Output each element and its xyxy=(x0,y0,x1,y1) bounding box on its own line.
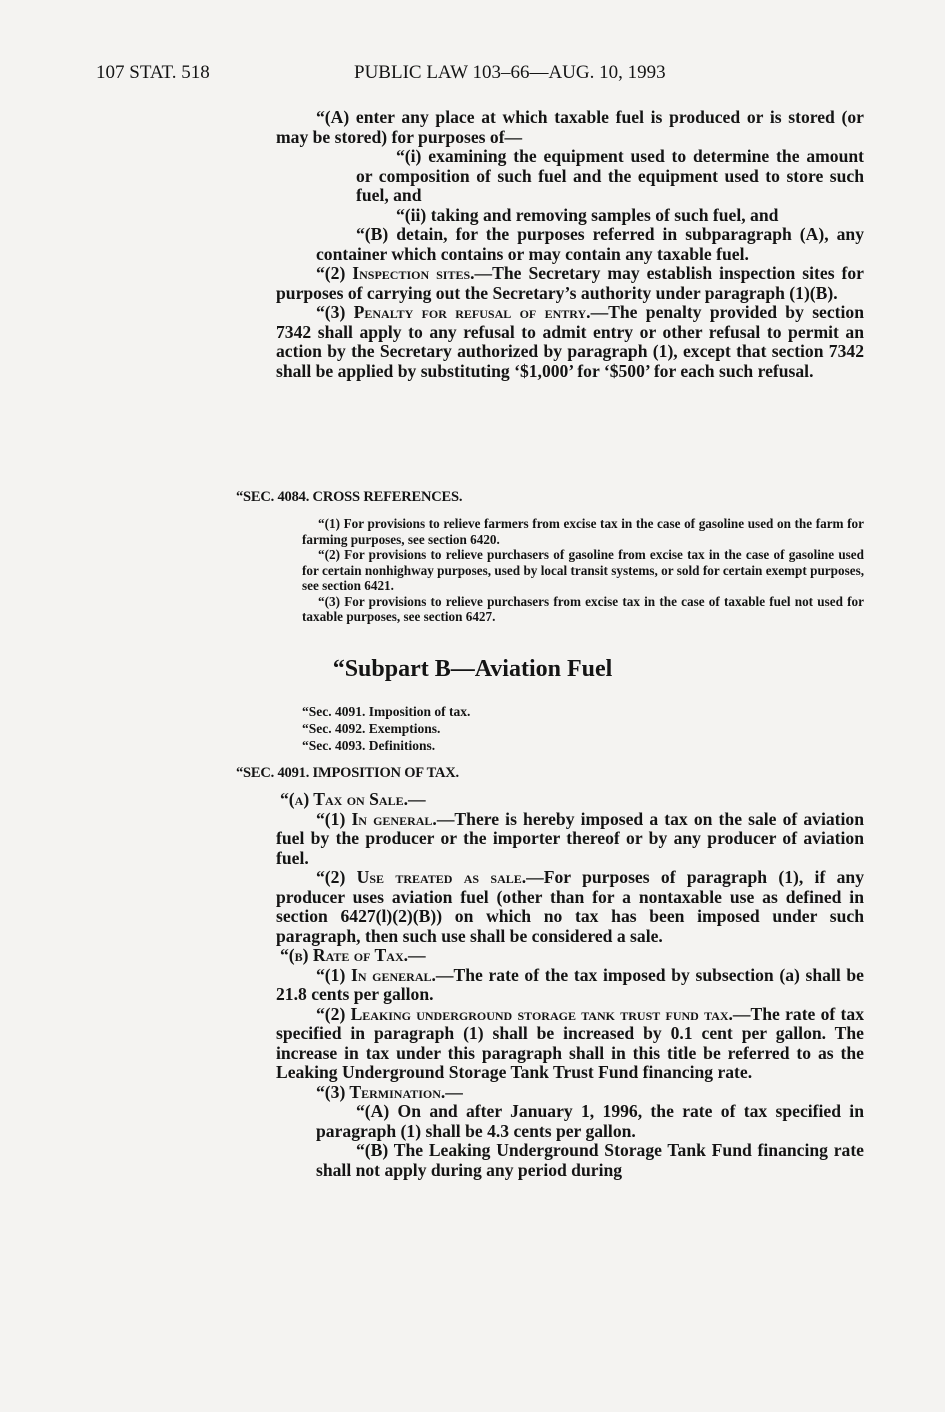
paragraph-b2: “(2) Leaking underground storage tank trust fund tax.—The rate of tax specified in paragraph (1) shall be increased by 0.1 cent per gallon. The increase in tax under this paragraph shall in this title be referred to as the Leaking Underground Storage Tank Trust Fund financing rate. xyxy=(276,1003,864,1082)
section-4091-heading: “SEC. 4091. IMPOSITION OF TAX. xyxy=(236,765,459,781)
cross-reference-item: “(2) For provisions to relieve purchasers of gasoline from excise tax in the case of gasoline used for certain nonhighway purposes, used by local transit systems, or sold for certain exempt purposes, see section 6421. xyxy=(302,547,864,593)
toc-item: “Sec. 4092. Exemptions. xyxy=(302,721,441,736)
paragraph-b: “(B) detain, for the purposes referred in subparagraph (A), any container which contains or may contain any taxable fuel. xyxy=(316,224,864,264)
cross-reference-item: “(3) For provisions to relieve purchasers from excise tax in the case of taxable fuel not used for taxable purposes, see section 6427. xyxy=(302,593,864,624)
clause-i: “(i) examining the equipment used to determine the amount or composition of such fuel and the equipment used to store such fuel, and xyxy=(356,146,864,205)
subpart-table-of-contents xyxy=(302,703,470,754)
cross-reference-item: “(1) For provisions to relieve farmers from excise tax in the case of gasoline used on the farm for farming purposes, see section 6420. xyxy=(302,516,864,547)
cross-references-list xyxy=(302,516,864,625)
stat-page-number: 107 STAT. 518 xyxy=(96,62,210,83)
paragraph-3: “(3) Penalty for refusal of entry.—The penalty provided by section 7342 shall apply to any refusal to admit entry or other refusal to permit an action by the Secretary authorized by paragraph (1), except that section 7342 shall be applied by substituting ‘$1,000’ for ‘$500’ for each such refusal. xyxy=(276,302,864,381)
subpart-title: “Subpart B—Aviation Fuel xyxy=(332,656,613,682)
toc-item: “Sec. 4091. Imposition of tax. xyxy=(302,704,471,719)
section-4091-body xyxy=(276,790,864,1180)
top-paragraphs xyxy=(276,108,864,381)
paragraph-a1: “(1) In general.—There is hereby imposed a tax on the sale of aviation fuel by the producer or the importer thereof or by any producer of aviation fuel. xyxy=(276,808,864,868)
section-4084-heading: “SEC. 4084. CROSS REFERENCES. xyxy=(236,489,463,505)
subsection-b-heading: “(b) Rate of Tax.— xyxy=(280,945,426,965)
paragraph-a2: “(2) Use treated as sale.—For purposes of paragraph (1), if any producer uses aviation fuel (other than for a nontaxable use as defined in section 6427(l)(2)(B)) on which no tax has been imposed under such paragraph, then such use shall be considered a sale. xyxy=(276,867,865,946)
subparagraph-b3b: “(B) The Leaking Underground Storage Tank Fund financing rate shall not apply during any period during xyxy=(316,1140,864,1180)
toc-item: “Sec. 4093. Definitions. xyxy=(302,738,436,753)
paragraph-b3-heading: “(3) Termination.— xyxy=(316,1081,463,1102)
subsection-a-heading: “(a) Tax on Sale.— xyxy=(280,789,426,809)
paragraph-b1: “(1) In general.—The rate of the tax imposed by subsection (a) shall be 21.8 cents per gallon. xyxy=(276,964,864,1004)
running-header: PUBLIC LAW 103–66—AUG. 10, 1993 xyxy=(354,62,666,83)
paragraph-a: “(A) enter any place at which taxable fuel is produced or is stored (or may be stored) for purposes of— xyxy=(276,107,864,147)
subparagraph-b3a: “(A) On and after January 1, 1996, the rate of tax specified in paragraph (1) shall be 4.3 cents per gallon. xyxy=(316,1101,864,1141)
clause-ii: “(ii) taking and removing samples of such fuel, and xyxy=(396,204,779,225)
paragraph-2: “(2) Inspection sites.—The Secretary may establish inspection sites for purposes of carrying out the Secretary’s authority under paragraph (1)(B). xyxy=(276,263,864,303)
